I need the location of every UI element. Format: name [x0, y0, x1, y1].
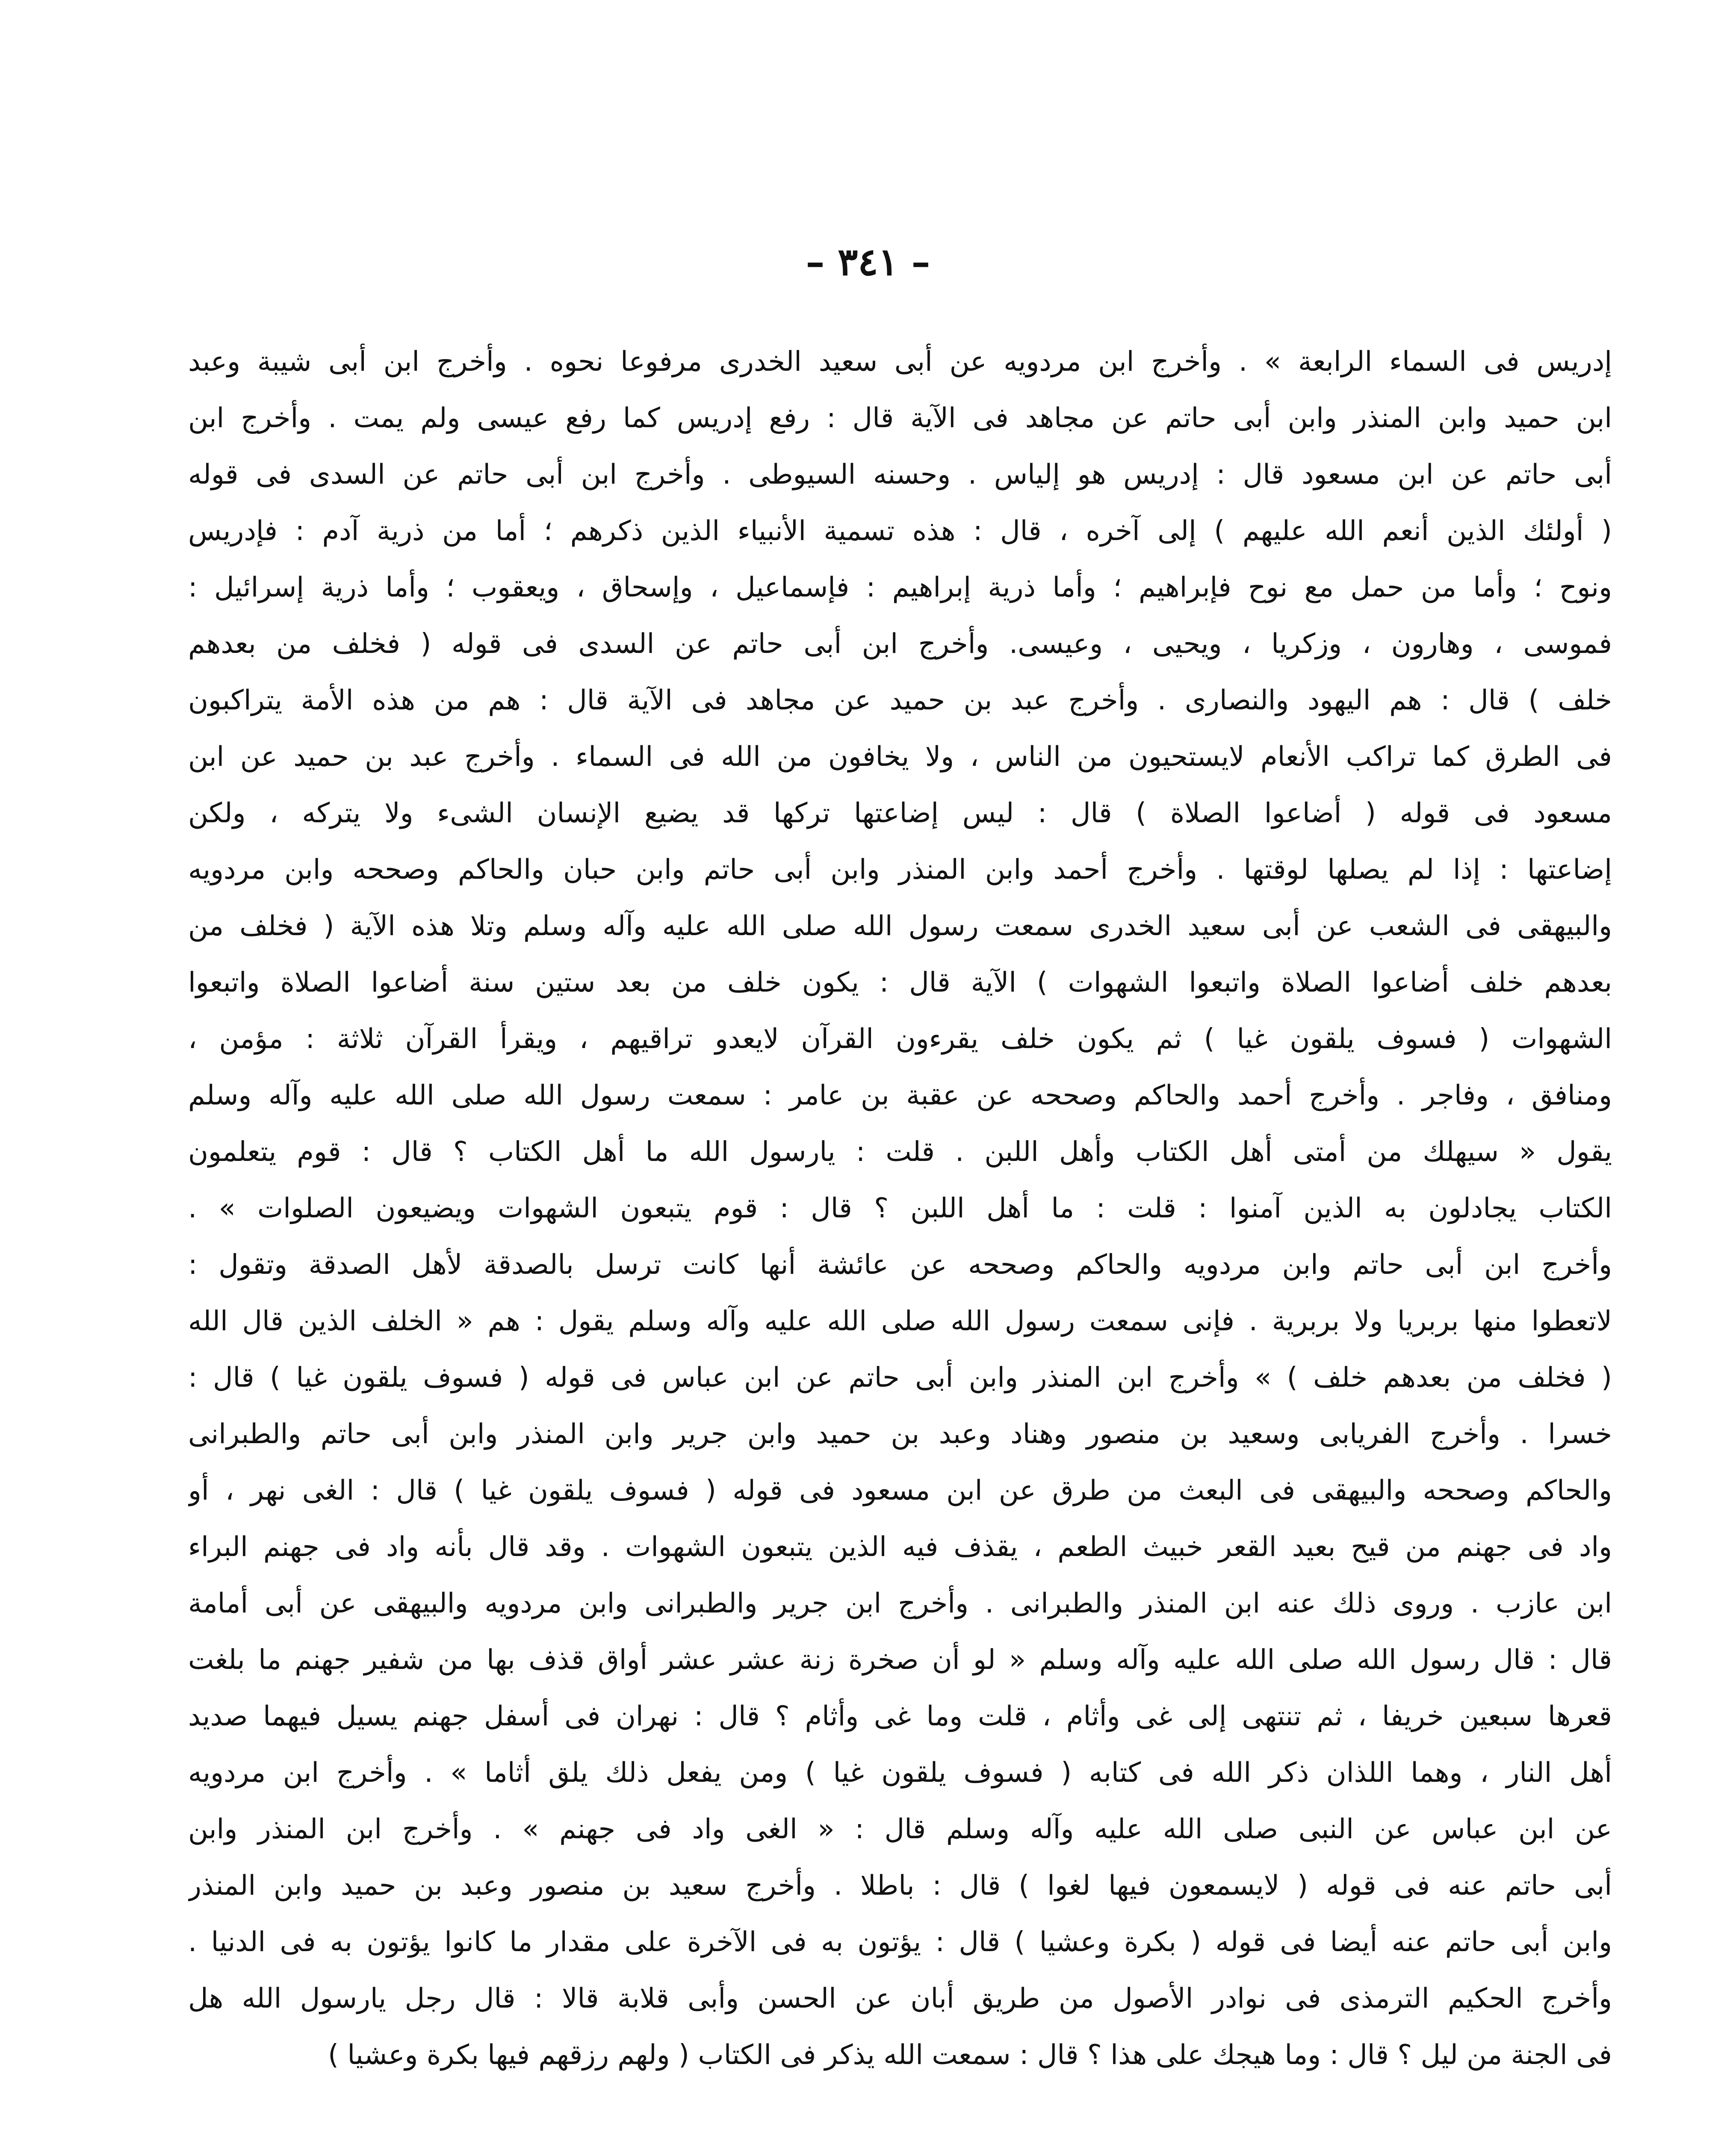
text-line: إدريس فى السماء الرابعة » . وأخرج ابن مردويه عن أبى سعيد الخدرى مرفوعا نحوه . وأخرج ابن أبى شيبة وعبد	[188, 346, 1612, 378]
text-line: لاتعطوا منها بربريا ولا بربرية . فإنى سمعت رسول الله صلى الله عليه وآله وسلم يقول : هم « الخلف الذين قال الله	[188, 1305, 1612, 1337]
text-line: وأخرج الحكيم الترمذى فى نوادر الأصول من طريق أبان عن الحسن وأبى قلابة قالا : قال رجل يارسول الله هل	[188, 1983, 1612, 2014]
text-line: فى الطرق كما تراكب الأنعام لايستحيون من الناس ، ولا يخافون من الله فى السماء . وأخرج عبد بن حميد عن ابن	[188, 741, 1612, 773]
page-number: – ٣٤١ –	[806, 239, 930, 284]
body-text	[188, 334, 1612, 2083]
text-line: ( أولئك الذين أنعم الله عليهم ) إلى آخره ، قال : هذه تسمية الأنبياء الذين ذكرهم ؛ أما من ذرية آدم : فإدريس	[188, 515, 1612, 547]
text-line: وابن أبى حاتم عنه أيضا فى قوله ( بكرة وعشيا ) قال : يؤتون به فى الآخرة على مقدار ما كانوا يؤتون به فى الدنيا .	[188, 1926, 1612, 1958]
text-line: فموسى ، وهارون ، وزكريا ، ويحيى ، وعيسى. وأخرج ابن أبى حاتم عن السدى فى قوله ( فخلف من بعدهم	[188, 628, 1612, 660]
text-line: يقول « سيهلك من أمتى أهل الكتاب وأهل اللبن . قلت : يارسول الله ما أهل الكتاب ؟ قال : قوم يتعلمون	[188, 1136, 1612, 1168]
text-line: ابن حميد وابن المنذر وابن أبى حاتم عن مجاهد فى الآية قال : رفع إدريس كما رفع عيسى ولم يمت . وأخرج ابن	[188, 402, 1612, 434]
text-line: فى الجنة من ليل ؟ قال : وما هيجك على هذا ؟ قال : سمعت الله يذكر فى الكتاب ( ولهم رزقهم فيها بكرة وعشيا )	[328, 2039, 1612, 2071]
text-line: وأخرج ابن أبى حاتم وابن مردويه والحاكم وصححه عن عائشة أنها كانت ترسل بالصدقة لأهل الصدقة وتقول :	[188, 1249, 1612, 1281]
text-line: عن ابن عباس عن النبى صلى الله عليه وآله وسلم قال : « الغى واد فى جهنم » . وأخرج ابن المنذر وابن	[188, 1813, 1612, 1845]
text-line: الكتاب يجادلون به الذين آمنوا : قلت : ما أهل اللبن ؟ قال : قوم يتبعون الشهوات ويضيعون الصلوات » .	[188, 1193, 1612, 1224]
text-line: ومنافق ، وفاجر . وأخرج أحمد والحاكم وصححه عن عقبة بن عامر : سمعت رسول الله صلى الله عليه وآله وسلم	[188, 1080, 1612, 1111]
text-line: والبيهقى فى الشعب عن أبى سعيد الخدرى سمعت رسول الله صلى الله عليه وآله وسلم وتلا هذه الآية ( فخلف من	[188, 910, 1612, 942]
text-line: قال : قال رسول الله صلى الله عليه وآله وسلم « لو أن صخرة زنة عشر عشر أواق قذف بها من شفير جهنم ما بلغت	[188, 1644, 1612, 1676]
text-line: إضاعتها : إذا لم يصلها لوقتها . وأخرج أحمد وابن المنذر وابن أبى حاتم وابن حبان والحاكم وصححه وابن مردويه	[188, 854, 1612, 886]
text-line: واد فى جهنم من قيح بعيد القعر خبيث الطعم ، يقذف فيه الذين يتبعون الشهوات . وقد قال بأنه واد فى جهنم البراء	[188, 1531, 1612, 1563]
text-line: والحاكم وصححه والبيهقى فى البعث من طرق عن ابن مسعود فى قوله ( فسوف يلقون غيا ) قال : الغى نهر ، أو	[188, 1475, 1612, 1506]
text-line: الشهوات ( فسوف يلقون غيا ) ثم يكون خلف يقرءون القرآن لايعدو تراقيهم ، ويقرأ القرآن ثلاثة : مؤمن ،	[188, 1023, 1612, 1055]
text-line: أهل النار ، وهما اللذان ذكر الله فى كتابه ( فسوف يلقون غيا ) ومن يفعل ذلك يلق أثاما » . وأخرج ابن مردويه	[188, 1757, 1612, 1789]
text-line: أبى حاتم عن ابن مسعود قال : إدريس هو إلياس . وحسنه السيوطى . وأخرج ابن أبى حاتم عن السدى فى قوله	[188, 459, 1612, 490]
text-line: ( فخلف من بعدهم خلف ) » وأخرج ابن المنذر وابن أبى حاتم عن ابن عباس فى قوله ( فسوف يلقون غيا ) قال :	[188, 1362, 1612, 1394]
text-line: بعدهم خلف أضاعوا الصلاة واتبعوا الشهوات ) الآية قال : يكون خلف من بعد ستين سنة أضاعوا الصلاة واتبعوا	[188, 967, 1612, 998]
text-line: خلف ) قال : هم اليهود والنصارى . وأخرج عبد بن حميد عن مجاهد فى الآية قال : هم من هذه الأمة يتراكبون	[188, 685, 1612, 716]
text-line: ونوح ؛ وأما من حمل مع نوح فإبراهيم ؛ وأما ذرية إبراهيم : فإسماعيل ، وإسحاق ، ويعقوب ؛ وأما ذرية إسرائيل :	[188, 572, 1612, 603]
text-line: قعرها سبعين خريفا ، ثم تنتهى إلى غى وأثام ، قلت وما غى وأثام ؟ قال : نهران فى أسفل جهنم يسيل فيهما صديد	[188, 1701, 1612, 1732]
text-line: أبى حاتم عنه فى قوله ( لايسمعون فيها لغوا ) قال : باطلا . وأخرج سعيد بن منصور وعبد بن حميد وابن المنذر	[188, 1870, 1612, 1902]
text-line: خسرا . وأخرج الفريابى وسعيد بن منصور وهناد وعبد بن حميد وابن جرير وابن المنذر وابن أبى حاتم والطبرانى	[188, 1418, 1612, 1450]
text-line: مسعود فى قوله ( أضاعوا الصلاة ) قال : ليس إضاعتها تركها قد يضيع الإنسان الشىء ولا يتركه ، ولكن	[188, 797, 1612, 829]
text-line: ابن عازب . وروى ذلك عنه ابن المنذر والطبرانى . وأخرج ابن جرير والطبرانى وابن مردويه والبيهقى عن أبى أمامة	[188, 1588, 1612, 1619]
